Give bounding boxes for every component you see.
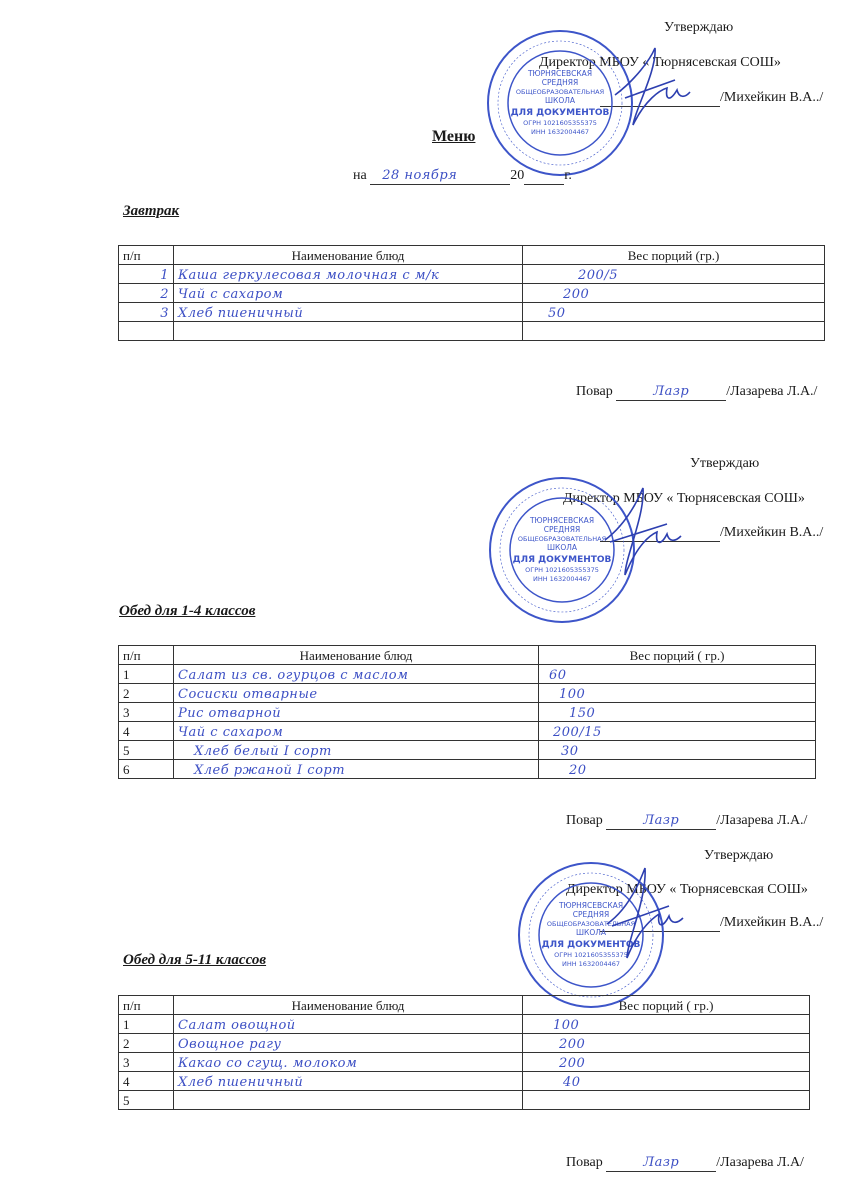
row-number: 1: [119, 265, 174, 284]
stamp-line: ИНН 1632004467: [561, 960, 621, 968]
row-dish: [174, 322, 523, 341]
table-row: [119, 741, 816, 760]
row-dish: Салат овощной: [174, 1015, 523, 1034]
cook-signature: Лазр: [643, 813, 680, 828]
row-weight: 200: [523, 1053, 810, 1072]
row-dish: Хлеб ржаной I сорт: [174, 760, 539, 779]
row-dish: Каша геркулесовая молочная с м/к: [174, 265, 523, 284]
stamp-line: ИНН 1632004467: [532, 575, 592, 583]
lunch-1-4-cook: [566, 813, 807, 830]
approve-label-2: Утверждаю: [690, 456, 760, 471]
row-number: 3: [119, 1053, 174, 1072]
row-dish: Сосиски отварные: [174, 684, 539, 703]
director-signature-1: [605, 40, 695, 130]
date-suffix: г.: [564, 168, 572, 183]
row-dish: Хлеб пшеничный: [174, 303, 523, 322]
row-weight: 100: [539, 684, 816, 703]
stamp-line: ОГРН 1021605355375: [554, 951, 628, 959]
col-number-header: п/п: [119, 646, 174, 665]
cook-label: Повар: [576, 384, 613, 399]
table-row: [119, 322, 825, 341]
date-year-prefix: 20: [510, 168, 525, 183]
table-row: [119, 722, 816, 741]
stamp-line: ШКОЛА: [544, 96, 576, 105]
approve-label-1: Утверждаю: [664, 20, 734, 35]
director-name-1: /Михейкин В.А../: [720, 90, 824, 105]
menu-date: [353, 168, 572, 185]
row-dish: Хлеб белый I сорт: [174, 741, 539, 760]
row-number: 5: [119, 741, 174, 760]
director-signature-3: [597, 862, 687, 962]
stamp-line: ИНН 1632004467: [530, 128, 590, 136]
row-number: 3: [119, 703, 174, 722]
stamp-line: ШКОЛА: [546, 543, 578, 552]
stamp-line: ОГРН 1021605355375: [525, 566, 599, 574]
cook-name: /Лазарева Л.А./: [726, 384, 818, 399]
row-weight: 100: [523, 1015, 810, 1034]
table-header-row: [119, 646, 816, 665]
date-prefix: на: [353, 168, 367, 183]
cook-signature: Лазр: [643, 1155, 680, 1170]
row-number: 2: [119, 684, 174, 703]
table-header-row: [119, 996, 810, 1015]
stamp-line: СРЕДНЯЯ: [541, 78, 579, 87]
row-dish: Чай с сахаром: [174, 722, 539, 741]
row-number: 1: [119, 665, 174, 684]
row-weight: 200/15: [539, 722, 816, 741]
row-weight: 20: [539, 760, 816, 779]
row-weight: [523, 1091, 810, 1110]
cook-name: /Лазарева Л.А/: [716, 1155, 804, 1170]
table-row: [119, 1015, 810, 1034]
col-number-header: п/п: [119, 996, 174, 1015]
lunch-5-11-cook: [566, 1155, 804, 1172]
row-number: [119, 322, 174, 341]
table-header-row: [119, 246, 825, 265]
cook-label: Повар: [566, 813, 603, 828]
stamp-line: ТЮРНЯСЕВСКАЯ: [529, 516, 595, 525]
stamp-line: ДЛЯ ДОКУМЕНТОВ: [510, 108, 610, 118]
table-row: [119, 284, 825, 303]
lunch-5-11-table: [118, 995, 810, 1110]
stamp-line: СРЕДНЯЯ: [543, 525, 581, 534]
stamp-line: ОБЩЕОБРАЗОВАТЕЛЬНАЯ: [546, 920, 636, 928]
row-weight: 30: [539, 741, 816, 760]
col-weight-header: Вес порций ( гр.): [523, 996, 810, 1015]
row-number: 1: [119, 1015, 174, 1034]
stamp-line: СРЕДНЯЯ: [572, 910, 610, 919]
table-row: [119, 684, 816, 703]
table-row: [119, 760, 816, 779]
row-weight: [523, 322, 825, 341]
director-title-3: Директор МБОУ « Тюрнясевская СОШ»: [566, 882, 808, 897]
row-weight: 40: [523, 1072, 810, 1091]
row-dish: Овощное рагу: [174, 1034, 523, 1053]
row-weight: 150: [539, 703, 816, 722]
stamp-line: ОГРН 1021605355375: [523, 119, 597, 127]
row-dish: Хлеб пшеничный: [174, 1072, 523, 1091]
row-number: 5: [119, 1091, 174, 1110]
table-row: [119, 1053, 810, 1072]
row-dish: Салат из св. огурцов с маслом: [174, 665, 539, 684]
table-row: [119, 1072, 810, 1091]
table-row: [119, 265, 825, 284]
breakfast-table: [118, 245, 825, 341]
col-dish-header: Наименование блюд: [174, 246, 523, 265]
col-dish-header: Наименование блюд: [174, 996, 523, 1015]
row-number: 4: [119, 1072, 174, 1091]
row-dish: Какао со сгущ. молоком: [174, 1053, 523, 1072]
stamp-line: ОБЩЕОБРАЗОВАТЕЛЬНАЯ: [515, 88, 605, 96]
lunch-1-4-heading: Обед для 1-4 классов: [119, 603, 256, 619]
table-row: [119, 665, 816, 684]
stamp-line: ДЛЯ ДОКУМЕНТОВ: [512, 555, 612, 565]
breakfast-heading: Завтрак: [123, 203, 180, 219]
page-title: Меню: [432, 128, 476, 145]
col-weight-header: Вес порций (гр.): [523, 246, 825, 265]
table-row: [119, 1034, 810, 1053]
director-title-2: Директор МБОУ « Тюрнясевская СОШ»: [563, 491, 805, 506]
stamp-line: ШКОЛА: [575, 928, 607, 937]
stamp-line: ТЮРНЯСЕВСКАЯ: [558, 901, 624, 910]
cook-signature: Лазр: [653, 384, 690, 399]
col-dish-header: Наименование блюд: [174, 646, 539, 665]
director-signature-2: [595, 480, 685, 580]
row-weight: 200/5: [523, 265, 825, 284]
row-weight: 60: [539, 665, 816, 684]
table-row: [119, 303, 825, 322]
col-weight-header: Вес порций ( гр.): [539, 646, 816, 665]
row-dish: Рис отварной: [174, 703, 539, 722]
row-weight: 200: [523, 284, 825, 303]
cook-label: Повар: [566, 1155, 603, 1170]
row-weight: 50: [523, 303, 825, 322]
row-number: 2: [119, 1034, 174, 1053]
stamp-line: ДЛЯ ДОКУМЕНТОВ: [541, 940, 641, 950]
director-name-2: /Михейкин В.А../: [720, 525, 824, 540]
cook-name: /Лазарева Л.А./: [716, 813, 808, 828]
director-title-1: Директор МБОУ « Тюрнясевская СОШ»: [539, 55, 781, 70]
col-number-header: п/п: [119, 246, 174, 265]
director-name-3: /Михейкин В.А../: [720, 915, 824, 930]
date-handwritten: 28 ноября: [382, 168, 458, 183]
approve-label-3: Утверждаю: [704, 848, 774, 863]
lunch-5-11-heading: Обед для 5-11 классов: [123, 952, 267, 968]
stamp-line: ТЮРНЯСЕВСКАЯ: [527, 69, 593, 78]
row-number: 3: [119, 303, 174, 322]
row-number: 4: [119, 722, 174, 741]
row-number: 2: [119, 284, 174, 303]
row-dish: Чай с сахаром: [174, 284, 523, 303]
lunch-1-4-table: [118, 645, 816, 779]
row-weight: 200: [523, 1034, 810, 1053]
breakfast-cook: [576, 384, 817, 401]
row-number: 6: [119, 760, 174, 779]
row-dish: [174, 1091, 523, 1110]
table-row: [119, 703, 816, 722]
table-row: [119, 1091, 810, 1110]
stamp-line: ОБЩЕОБРАЗОВАТЕЛЬНАЯ: [517, 535, 607, 543]
